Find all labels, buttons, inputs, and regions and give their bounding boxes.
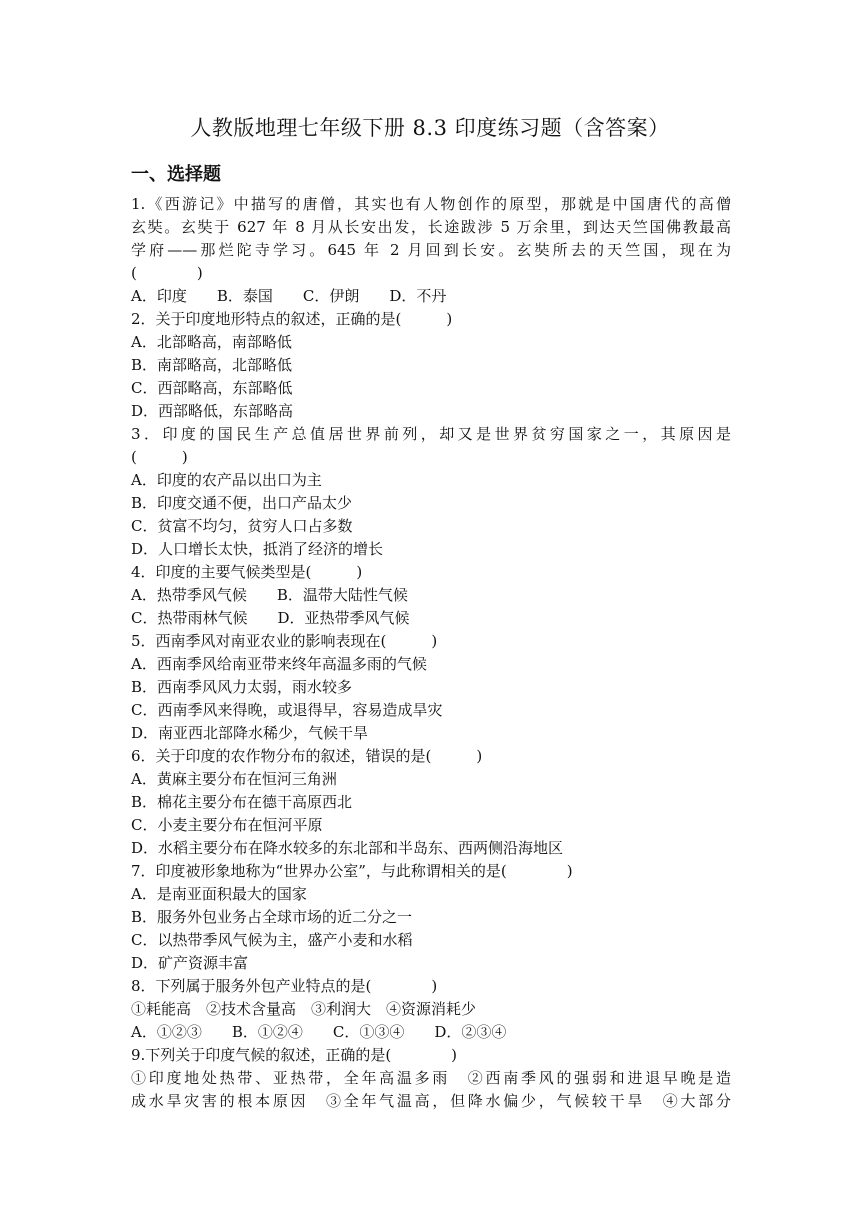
- text-line: 5．西南季风对南亚农业的影响表现在( ): [131, 632, 438, 650]
- text-line: A．印度的农产品以出口为主: [131, 471, 322, 489]
- text-line: B．服务外包业务占全球市场的近二分之一: [131, 908, 413, 926]
- text-line: A．黄麻主要分布在恒河三角洲: [131, 770, 337, 788]
- text-line: ①耗能高 ②技术含量高 ③利润大 ④资源消耗少: [131, 1000, 477, 1018]
- text-line: C．小麦主要分布在恒河平原: [131, 816, 323, 834]
- text-line: 成水旱灾害的根本原因 ③全年气温高，但降水偏少，气候较干旱 ④大部分: [131, 1092, 731, 1110]
- text-line: D．水稻主要分布在降水较多的东北部和半岛东、西两侧沿海地区: [131, 839, 564, 857]
- text-line: D．西部略低，东部略高: [131, 402, 294, 420]
- text-line: B．西南季风风力太弱，雨水较多: [131, 678, 353, 696]
- text-line: C．西南季风来得晚，或退得早，容易造成旱灾: [131, 701, 443, 719]
- text-line: 7．印度被形象地称为“世界办公室”，与此称谓相关的是( ): [131, 862, 573, 880]
- question-body: [131, 193, 731, 1113]
- text-line: A．是南亚面积最大的国家: [131, 885, 307, 903]
- text-line: B．南部略高，北部略低: [131, 356, 293, 374]
- text-line: A．北部略高，南部略低: [131, 333, 292, 351]
- text-line: A．印度 B．泰国 C．伊朗 D．不丹: [131, 287, 447, 305]
- text-line: C．西部略高，东部略低: [131, 379, 293, 397]
- text-line: C．以热带季风气候为主，盛产小麦和水稻: [131, 931, 413, 949]
- text-line: A．西南季风给南亚带来终年高温多雨的气候: [131, 655, 427, 673]
- text-line: ( ): [131, 448, 188, 466]
- text-line: 8．下列属于服务外包产业特点的是( ): [131, 977, 438, 995]
- text-line: C．热带雨林气候 D．亚热带季风气候: [131, 609, 410, 627]
- document-title: 人教版地理七年级下册 8.3 印度练习题（含答案）: [190, 116, 670, 140]
- text-line: C．贫富不均匀，贫穷人口占多数: [131, 517, 353, 535]
- section-heading: 一、选择题: [131, 164, 221, 185]
- text-line: 6．关于印度的农作物分布的叙述，错误的是( ): [131, 747, 483, 765]
- text-line: ( ): [131, 264, 203, 282]
- text-line: A．热带季风气候 B．温带大陆性气候: [131, 586, 408, 604]
- text-line: 1.《西游记》中描写的唐僧，其实也有人物创作的原型，那就是中国唐代的高僧: [131, 195, 731, 213]
- text-line: A．①②③ B．①②④ C．①③④ D．②③④: [131, 1023, 507, 1041]
- text-line: 学府——那烂陀寺学习。645 年 2 月回到长安。玄奘所去的天竺国，现在为: [131, 241, 731, 259]
- text-line: 9.下列关于印度气候的叙述，正确的是( ): [131, 1046, 458, 1064]
- text-line: ①印度地处热带、亚热带，全年高温多雨 ②西南季风的强弱和进退早晚是造: [131, 1069, 731, 1087]
- text-line: 2．关于印度地形特点的叙述，正确的是( ): [131, 310, 453, 328]
- text-line: 玄奘。玄奘于 627 年 8 月从长安出发，长途跋涉 5 万余里，到达天竺国佛教最高: [131, 218, 731, 236]
- text-line: B．棉花主要分布在德干高原西北: [131, 793, 353, 811]
- text-line: D．人口增长太快，抵消了经济的增长: [131, 540, 384, 558]
- text-line: D．南亚西北部降水稀少，气候干旱: [131, 724, 369, 742]
- text-line: B．印度交通不便，出口产品太少: [131, 494, 353, 512]
- text-line: 4．印度的主要气候类型是( ): [131, 563, 363, 581]
- text-line: D．矿产资源丰富: [131, 954, 249, 972]
- text-line: 3．印度的国民生产总值居世界前列，却又是世界贫穷国家之一，其原因是: [131, 425, 731, 443]
